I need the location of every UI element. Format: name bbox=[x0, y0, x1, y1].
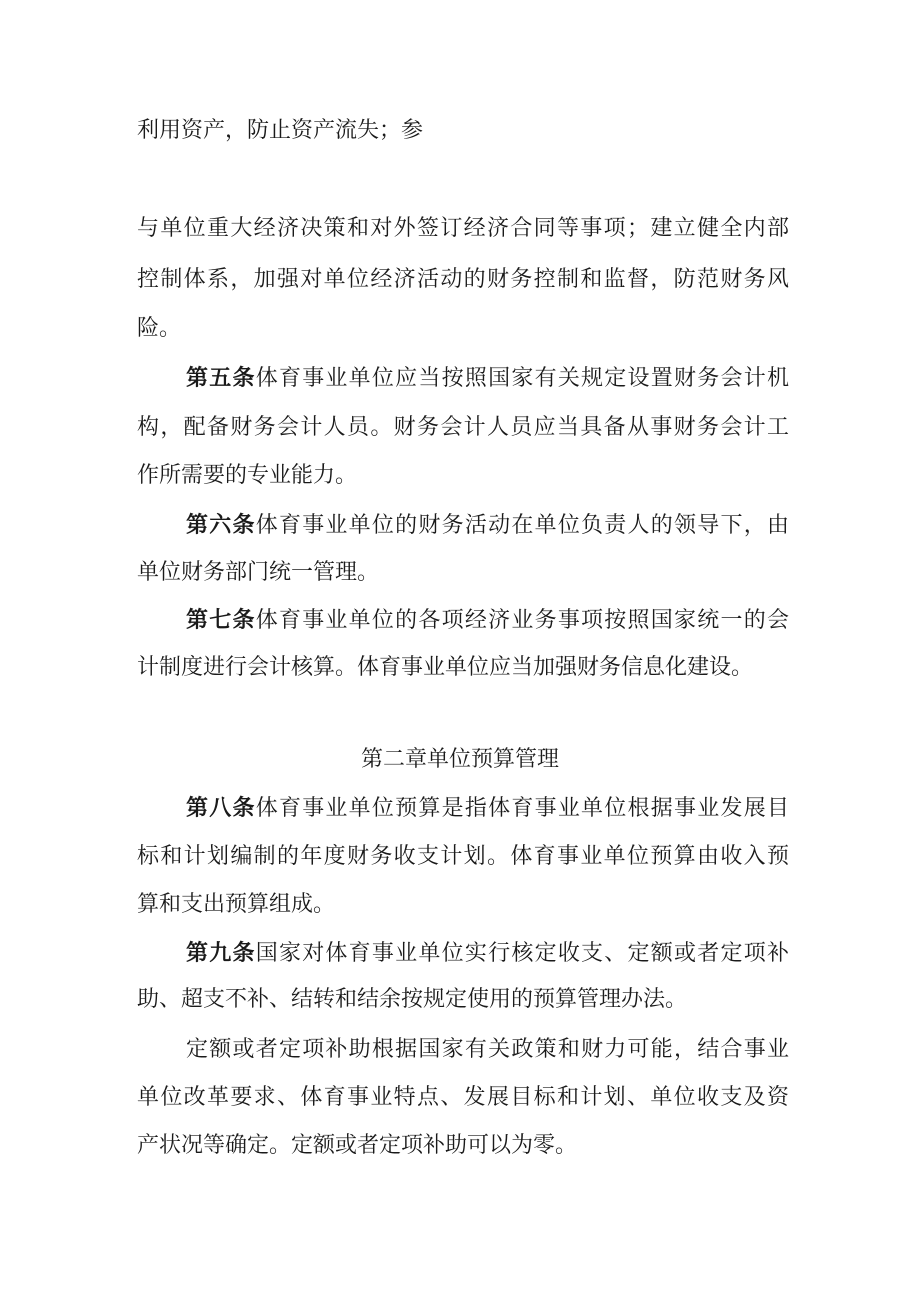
continuation-line-1: 与单位重大经济决策和对外签订经济合同等事项；建立健全内部 bbox=[137, 216, 789, 241]
article-5-first-line bbox=[186, 363, 789, 394]
article-6-first-line bbox=[186, 510, 789, 541]
article-9-text: 国家对体育事业单位实行核定收支、定额或者定项补 bbox=[255, 941, 789, 966]
article-7-line-2: 计制度进行会计核算。体育事业单位应当加强财务信息化建设。 bbox=[137, 655, 754, 680]
article-6-text: 体育事业单位的财务活动在单位负责人的领导下，由 bbox=[255, 513, 789, 538]
article-8-first-line bbox=[186, 793, 789, 824]
article-5-line-2: 构，配备财务会计人员。财务会计人员应当具备从事财务会计工 bbox=[137, 415, 789, 440]
article-7-first-line bbox=[186, 605, 789, 636]
article-7-text: 体育事业单位的各项经济业务事项按照国家统一的会 bbox=[255, 608, 789, 633]
quota-paragraph-line-3: 产状况等确定。定额或者定项补助可以为零。 bbox=[137, 1133, 578, 1158]
quota-paragraph-first-line: 定额或者定项补助根据国家有关政策和财力可能，结合事业 bbox=[186, 1037, 789, 1062]
article-5-text: 体育事业单位应当按照国家有关规定设置财务会计机 bbox=[255, 366, 789, 391]
article-6-label: 第六条 bbox=[186, 512, 256, 538]
article-8-line-2: 标和计划编制的年度财务收支计划。体育事业单位预算由收入预 bbox=[137, 844, 789, 869]
continuation-line-3: 险。 bbox=[137, 316, 182, 341]
article-9-label: 第九条 bbox=[186, 940, 256, 966]
article-6-line-2: 单位财务部门统一管理。 bbox=[137, 560, 380, 585]
article-9-first-line bbox=[186, 938, 789, 969]
continuation-line-2: 控制体系，加强对单位经济活动的财务控制和监督，防范财务风 bbox=[137, 267, 789, 292]
fragment-line: 利用资产，防止资产流失；参 bbox=[137, 118, 424, 143]
article-5-label: 第五条 bbox=[186, 365, 256, 391]
chapter-title: 第二章单位预算管理 bbox=[360, 747, 559, 772]
article-8-label: 第八条 bbox=[186, 795, 256, 821]
quota-paragraph-line-2: 单位改革要求、体育事业特点、发展目标和计划、单位收支及资 bbox=[137, 1085, 789, 1110]
article-7-label: 第七条 bbox=[186, 607, 256, 633]
article-5-line-3: 作所需要的专业能力。 bbox=[137, 463, 358, 488]
article-9-line-2: 助、超支不补、结转和结余按规定使用的预算管理办法。 bbox=[137, 987, 688, 1012]
article-8-text: 体育事业单位预算是指体育事业单位根据事业发展目 bbox=[255, 796, 789, 821]
article-8-line-3: 算和支出预算组成。 bbox=[137, 892, 336, 917]
